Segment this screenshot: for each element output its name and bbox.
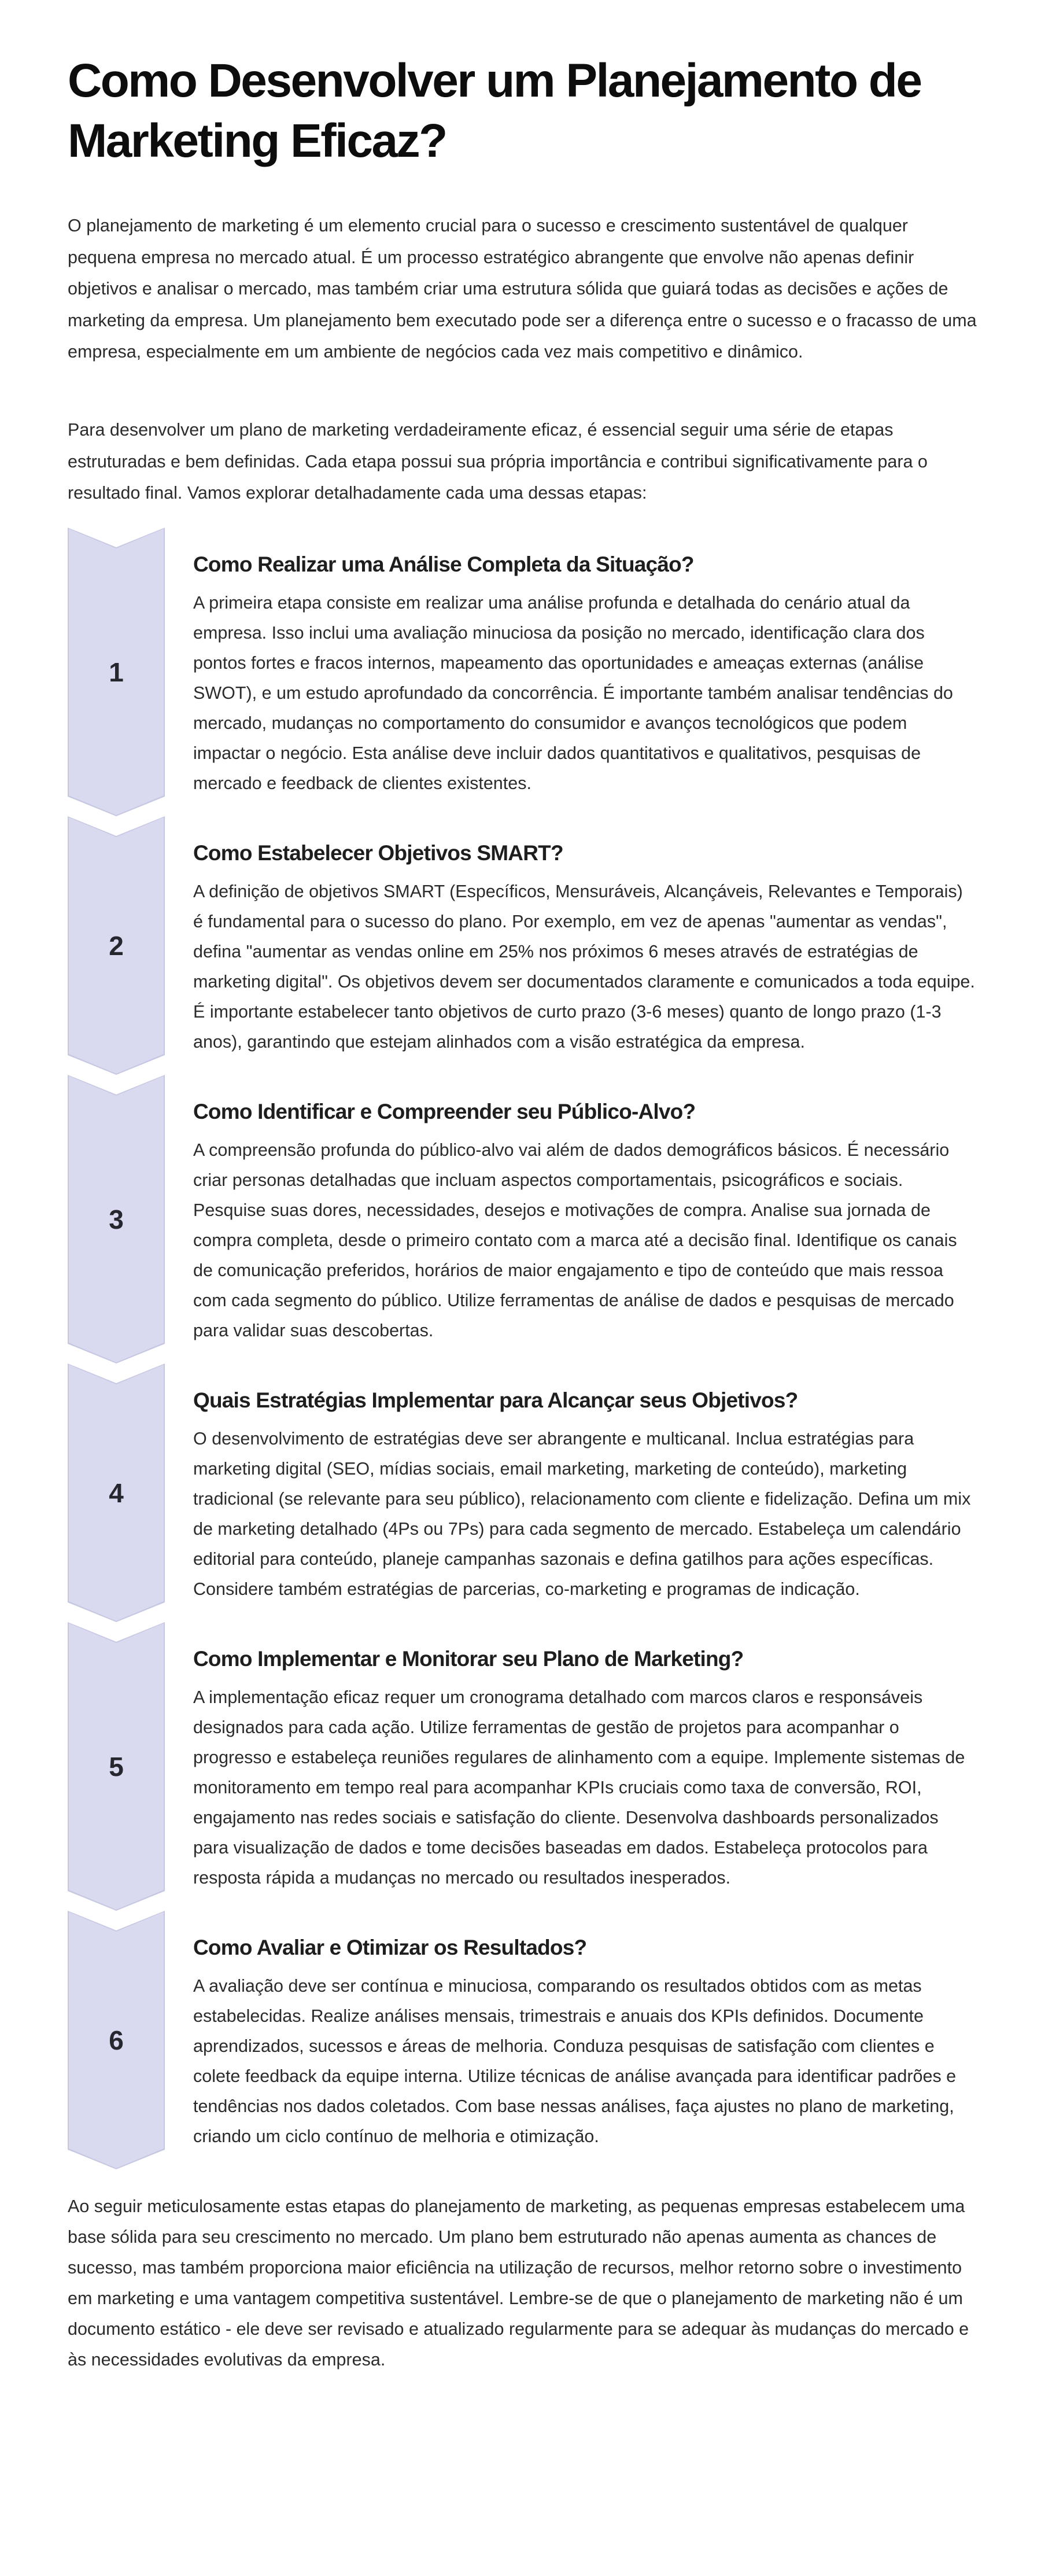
chevron-arrow-icon bbox=[68, 1075, 165, 1363]
step-item bbox=[68, 1075, 977, 1363]
chevron-arrow-icon bbox=[68, 528, 165, 816]
step-body: O desenvolvimento de estratégias deve ser abrangente e multicanal. Inclua estratégias para marketing digital (SEO, mídias sociais, email marketing, marketing de conteúdo), marketing tradicional (se relevante para seu público), relacionamento com cliente e fidelização. Defina um mix de marketing detalhado (4Ps ou 7Ps) para cada segmento de mercado. Estabeleça um calendário editorial para conteúdo, planeje campanhas sazonais e defina gatilhos para ações específicas. Considere também estratégias de parcerias, co-marketing e programas de indicação. bbox=[193, 1429, 971, 1599]
step-heading: Como Avaliar e Otimizar os Resultados? bbox=[193, 1936, 587, 1959]
step-body: A primeira etapa consiste em realizar uma análise profunda e detalhada do cenário atual da empresa. Isso inclui uma avaliação minuciosa da posição no mercado, identificação clara dos pontos fortes e fracos internos, mapeamento das oportunidades e ameaças externas (análise SWOT), e um estudo aprofundado da concorrência. É importante também analisar tendências do mercado, mudanças no comportamento do consumidor e avanços tecnológicos que podem impactar o negócio. Esta análise deve incluir dados quantitativos e qualitativos, pesquisas de mercado e feedback de clientes existentes. bbox=[193, 593, 953, 793]
step-number: 4 bbox=[109, 1477, 124, 1508]
conclusion-paragraph: Ao seguir meticulosamente estas etapas do planejamento de marketing, as pequenas empresas estabelecem uma base sólida para seu crescimento no mercado. Um plano bem estruturado não apenas aumenta as chances de sucesso, mas também proporciona maior eficiência na utilização de recursos, melhor retorno sobre o investimento em marketing e uma vantagem competitiva sustentável. Lembre-se de que o planejamento de marketing não é um documento estático - ele deve ser revisado e atualizado regularmente para se adequar às mudanças do mercado e às necessidades evolutivas da empresa. bbox=[68, 2197, 969, 2369]
step-number: 5 bbox=[109, 1751, 124, 1782]
intro-paragraph: Para desenvolver um plano de marketing verdadeiramente eficaz, é essencial seguir uma série de etapas estruturadas e bem definidas. Cada etapa possui sua própria importância e contribui significativamente para o resultado final. Vamos explorar detalhadamente cada uma dessas etapas: bbox=[68, 420, 928, 503]
step-number: 1 bbox=[109, 657, 124, 687]
step-heading: Como Identificar e Compreender seu Público-Alvo? bbox=[193, 1100, 696, 1123]
step-body: A definição de objetivos SMART (Específicos, Mensuráveis, Alcançáveis, Relevantes e Temporais) é fundamental para o sucesso do plano. Por exemplo, em vez de apenas "aumentar as vendas", defina "aumentar as vendas online em 25% nos próximos 6 meses através de estratégias de marketing digital". Os objetivos devem ser documentados claramente e comunicados a toda equipe. É importante estabelecer tanto objetivos de curto prazo (3-6 meses) quanto de longo prazo (1-3 anos), garantindo que estejam alinhados com a visão estratégica da empresa. bbox=[193, 882, 975, 1052]
page-title: Como Desenvolver um Planejamento de Marketing Eficaz? bbox=[68, 54, 921, 167]
step-heading: Como Implementar e Monitorar seu Plano de Marketing? bbox=[193, 1647, 744, 1671]
chevron-arrow-icon bbox=[68, 816, 165, 1075]
step-heading: Como Realizar uma Análise Completa da Situação? bbox=[193, 552, 694, 576]
chevron-arrow-icon bbox=[68, 1622, 165, 1911]
step-item bbox=[68, 1363, 977, 1622]
step-item bbox=[68, 1622, 977, 1911]
step-number: 3 bbox=[109, 1204, 124, 1234]
step-body: A compreensão profunda do público-alvo vai além de dados demográficos básicos. É necessário criar personas detalhadas que incluam aspectos comportamentais, psicográficos e sociais. Pesquise suas dores, necessidades, desejos e motivações de compra. Analise sua jornada de compra completa, desde o primeiro contato com a marca até a decisão final. Identifique os canais de comunicação preferidos, horários de maior engajamento e tipo de conteúdo que mais ressoa com cada segmento do público. Utilize ferramentas de análise de dados e pesquisas de mercado para validar suas descobertas. bbox=[193, 1140, 957, 1340]
step-item bbox=[68, 528, 977, 816]
intro-paragraph: O planejamento de marketing é um elemento crucial para o sucesso e crescimento sustentável de qualquer pequena empresa no mercado atual. É um processo estratégico abrangente que envolve não apenas definir objetivos e analisar o mercado, mas também criar uma estrutura sólida que guiará todas as decisões e ações de marketing da empresa. Um planejamento bem executado pode ser a diferença entre o sucesso e o fracasso de uma empresa, especialmente em um ambiente de negócios cada vez mais competitivo e dinâmico. bbox=[68, 216, 977, 362]
step-number: 2 bbox=[109, 930, 124, 961]
step-body: A implementação eficaz requer um cronograma detalhado com marcos claros e responsáveis designados para cada ação. Utilize ferramentas de gestão de projetos para acompanhar o progresso e estabeleça reuniões regulares de alinhamento com a equipe. Implemente sistemas de monitoramento em tempo real para acompanhar KPIs cruciais como taxa de conversão, ROI, engajamento nas redes sociais e satisfação do cliente. Desenvolva dashboards personalizados para visualização de dados e tome decisões baseadas em dados. Estabeleça protocolos para resposta rápida a mudanças no mercado ou resultados inesperados. bbox=[193, 1687, 965, 1888]
step-item bbox=[68, 1911, 977, 2169]
step-item bbox=[68, 816, 977, 1075]
step-body: A avaliação deve ser contínua e minuciosa, comparando os resultados obtidos com as metas estabelecidas. Realize análises mensais, trimestrais e anuais dos KPIs definidos. Documente aprendizados, sucessos e áreas de melhoria. Conduza pesquisas de satisfação com clientes e colete feedback da equipe interna. Utilize técnicas de análise avançada para identificar padrões e tendências nos dados coletados. Com base nessas análises, faça ajustes no plano de marketing, criando um ciclo contínuo de melhoria e otimização. bbox=[193, 1976, 957, 2146]
step-heading: Como Estabelecer Objetivos SMART? bbox=[193, 841, 563, 865]
chevron-arrow-icon bbox=[68, 1363, 165, 1622]
step-number: 6 bbox=[109, 2025, 124, 2055]
steps-list bbox=[68, 528, 977, 2169]
chevron-arrow-icon bbox=[68, 1911, 165, 2169]
step-heading: Quais Estratégias Implementar para Alcançar seus Objetivos? bbox=[193, 1388, 798, 1412]
